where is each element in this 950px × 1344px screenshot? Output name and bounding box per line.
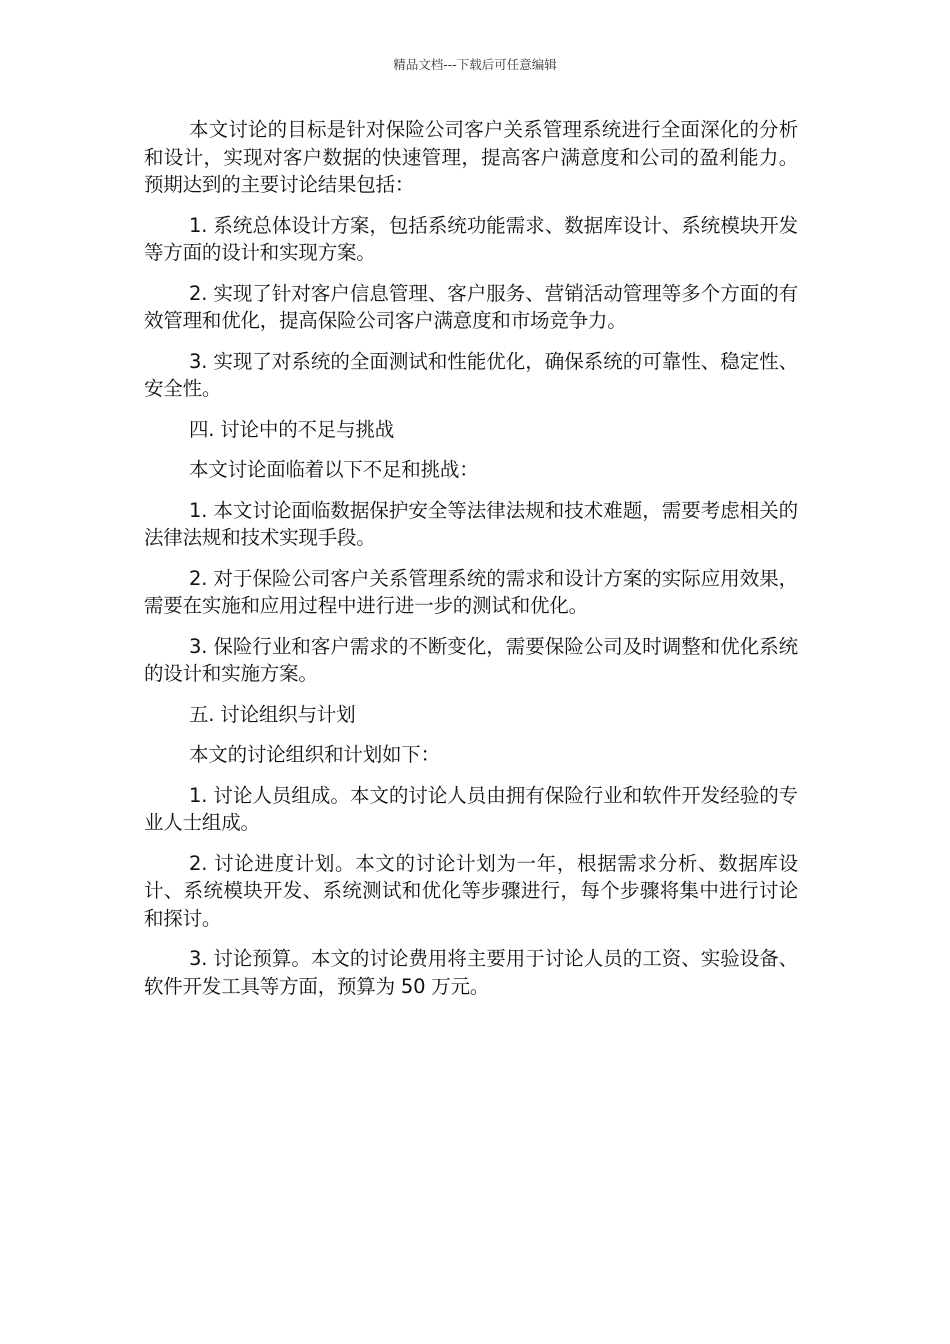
- section-heading-plan: 五. 讨论组织与计划: [189, 702, 356, 726]
- paragraph-intro: 本文讨论的目标是针对保险公司客户关系管理系统进行全面深化的分析和设计，实现对客户数据的快速管理，提高客户满意度和公司的盈利能力。预期达到的主要讨论结果包括：: [144, 118, 798, 196]
- list-item-result-1: 1. 系统总体设计方案，包括系统功能需求、数据库设计、系统模块开发等方面的设计和实现方案。: [144, 213, 798, 264]
- document-body: [144, 116, 798, 1013]
- page-header: 精品文档---下载后可任意编辑: [393, 57, 557, 72]
- list-item-plan-2: 2. 讨论进度计划。本文的讨论计划为一年，根据需求分析、数据库设计、系统模块开发、系统测试和优化等步骤进行，每个步骤将集中进行讨论和探讨。: [144, 851, 798, 930]
- list-item-plan-1: 1. 讨论人员组成。本文的讨论人员由拥有保险行业和软件开发经验的专业人士组成。: [144, 783, 798, 834]
- list-item-challenge-2: 2. 对于保险公司客户关系管理系统的需求和设计方案的实际应用效果，需要在实施和应用过程中进行进一步的测试和优化。: [144, 566, 798, 617]
- paragraph-plan-intro: 本文的讨论组织和计划如下：: [189, 743, 440, 766]
- paragraph-challenges-intro: 本文讨论面临着以下不足和挑战：: [189, 458, 479, 481]
- list-item-challenge-1: 1. 本文讨论面临数据保护安全等法律法规和技术难题，需要考虑相关的法律法规和技术实现手段。: [144, 498, 798, 549]
- list-item-result-3: 3. 实现了对系统的全面测试和性能优化，确保系统的可靠性、稳定性、安全性。: [144, 349, 798, 400]
- list-item-result-2: 2. 实现了针对客户信息管理、客户服务、营销活动管理等多个方面的有效管理和优化，提高保险公司客户满意度和市场竞争力。: [144, 281, 798, 332]
- section-heading-challenges: 四. 讨论中的不足与挑战: [189, 417, 394, 441]
- list-item-plan-3: 3. 讨论预算。本文的讨论费用将主要用于讨论人员的工资、实验设备、软件开发工具等方面，预算为 50 万元。: [144, 947, 798, 998]
- list-item-challenge-3: 3. 保险行业和客户需求的不断变化，需要保险公司及时调整和优化系统的设计和实施方案。: [144, 634, 798, 685]
